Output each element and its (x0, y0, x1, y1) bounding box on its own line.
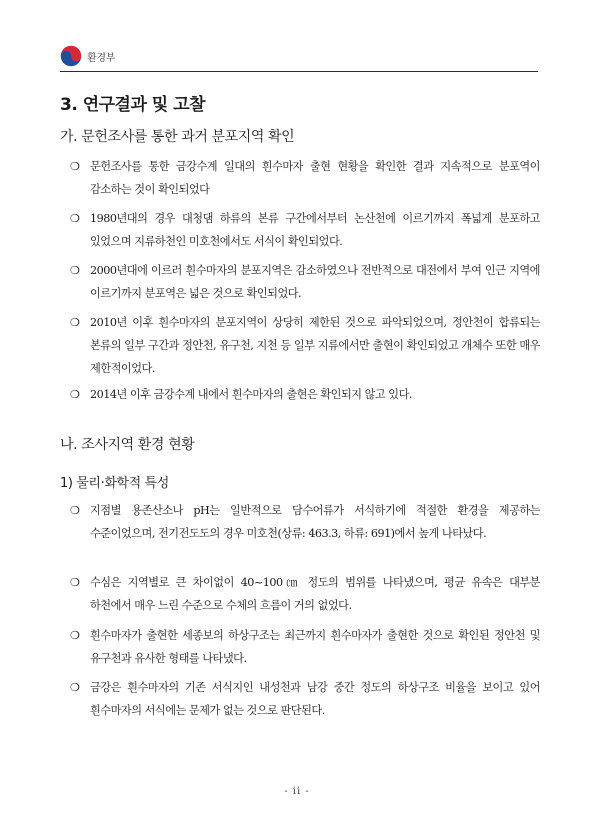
bullet-circle-icon: ❍ (70, 504, 80, 517)
list-item (70, 259, 540, 305)
list-item-text: 문헌조사를 통한 금강수계 일대의 흰수마자 출현 현황을 확인한 결과 지속적으로 분포역이 감소하는 것이 확인되었다 (90, 160, 540, 196)
header-divider (60, 71, 538, 72)
page-header (60, 43, 115, 69)
bullet-circle-icon: ❍ (70, 388, 80, 401)
bullet-circle-icon: ❍ (70, 264, 80, 277)
government-logo-icon (60, 45, 82, 67)
subsection-b-title: 나. 조사지역 환경 현황 (60, 437, 195, 453)
list-item-text: 2010년 이후 흰수마자의 분포지역이 상당히 제한된 것으로 파악되었으며, 정안천이 합류되는 본류의 일부 구간과 정안천, 유구천, 지천 등 일부 지류에서만 출현이 확인되었고 개체수 또한 매우 제한적이었다. (90, 316, 540, 375)
bullet-circle-icon: ❍ (70, 316, 80, 329)
list-item (70, 311, 540, 380)
bullet-circle-icon: ❍ (70, 681, 80, 694)
list-item (70, 383, 540, 406)
list-item (70, 676, 540, 722)
subsection-a-title: 가. 문헌조사를 통한 과거 분포지역 확인 (60, 129, 295, 145)
list-item-text: 흰수마자가 출현한 세종보의 하상구조는 최근까지 흰수마자가 출현한 것으로 확인된 정안천 및 유구천과 유사한 형태를 나타냈다. (90, 629, 540, 665)
list-item (70, 571, 540, 617)
list-item-text: 금강은 흰수마자의 기존 서식지인 내성천과 남강 중간 정도의 하상구조 비율을 보이고 있어 흰수마자의 서식에는 문제가 없는 것으로 판단된다. (90, 681, 540, 717)
list-item-text: 2000년대에 이르러 흰수마자의 분포지역은 감소하였으나 전반적으로 대전에서 부여 인근 지역에 이르기까지 분포역은 넓은 것으로 확인되었다. (90, 264, 540, 300)
bullet-circle-icon: ❍ (70, 160, 80, 173)
list-item-text: 1980년대의 경우 대청댐 하류의 본류 구간에서부터 논산천에 이르기까지 폭넓게 분포하고 있었으며 지류하천인 미호천에서도 서식이 확인되었다. (90, 212, 540, 248)
list-item (70, 624, 540, 670)
list-item (70, 155, 540, 201)
bullet-circle-icon: ❍ (70, 212, 80, 225)
subsection-b-part1-title: 1) 물리·화학적 특성 (60, 476, 169, 491)
list-item (70, 207, 540, 253)
list-item-text: 2014년 이후 금강수계 내에서 흰수마자의 출현은 확인되지 않고 있다. (90, 388, 412, 401)
list-item-text: 지점별 용존산소나 pH는 일반적으로 담수어류가 서식하기에 적절한 환경을 제공하는 수준이었으며, 전기전도도의 경우 미호천(상류: 463.3, 하류: 691)에서 높게 나타났다. (90, 504, 540, 540)
organization-name: 환경부 (87, 52, 116, 64)
bullet-circle-icon: ❍ (70, 629, 80, 642)
list-item-text: 수심은 지역별로 큰 차이없이 40~100㎝ 정도의 범위를 나타냈으며, 평균 유속은 대부분 하천에서 매우 느린 수준으로 수체의 흐름이 거의 없었다. (90, 576, 540, 612)
list-item (70, 499, 540, 545)
section-title: 3. 연구결과 및 고찰 (60, 95, 205, 115)
page-number: - ii - (284, 786, 310, 797)
bullet-circle-icon: ❍ (70, 576, 80, 589)
